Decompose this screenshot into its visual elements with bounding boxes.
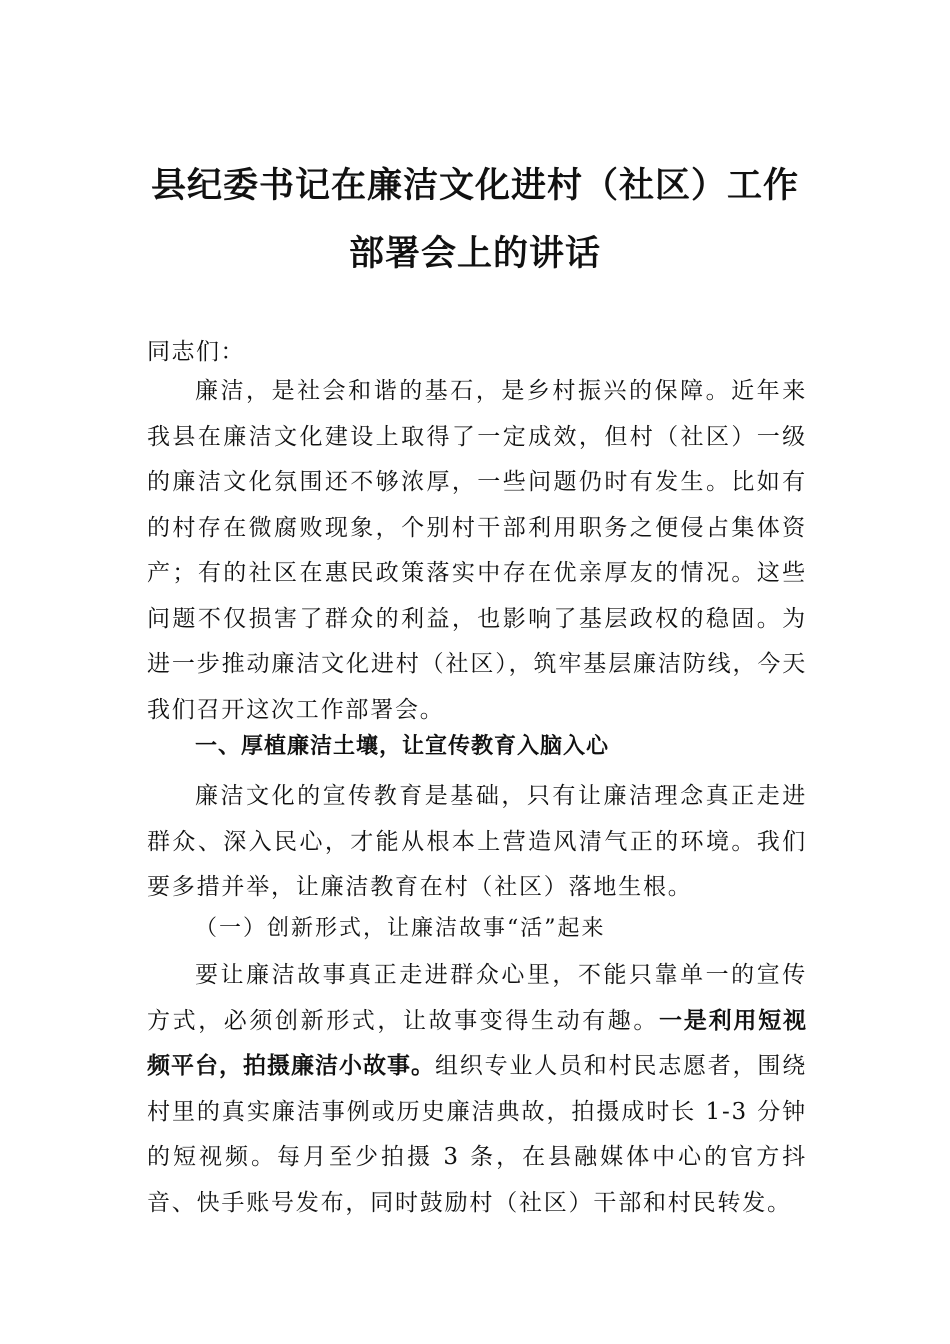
paragraph-subsection-1 (147, 953, 807, 1226)
document-title-line1: 县纪委书记在廉洁文化进村（社区）工作 (150, 165, 799, 206)
document-title-line2: 部署会上的讲话 (348, 233, 601, 274)
emphasis-text: 一是利用短视频平台，拍摄廉洁小故事。 (147, 1007, 808, 1079)
paragraph-section-1: 廉洁文化的宣传教育是基础，只有让廉洁理念真正走进群众、深入民心，才能从根本上营造风清气正的环境。我们要多措并举，让廉洁教育在村（社区）落地生根。 (147, 783, 807, 900)
paragraph-text-end: 组织专业人员和村民志愿者，围绕村里的真实廉洁事例或历史廉洁典故，拍摄成时长 1-3 分钟的短视频。每月至少拍摄 3 条，在县融媒体中心的官方抖音、快手账号发布，同时鼓励村（社区）干部和村民转发。 (147, 1053, 807, 1216)
paragraph-intro: 廉洁，是社会和谐的基石，是乡村振兴的保障。近年来我县在廉洁文化建设上取得了一定成效，但村（社区）一级的廉洁文化氛围还不够浓厚，一些问题仍时有发生。比如有的村存在微腐败现象，个别村干部利用职务之便侵占集体资产；有的社区在惠民政策落实中存在优亲厚友的情况。这些问题不仅损害了群众的利益，也影响了基层政权的稳固。为进一步推动廉洁文化进村（社区），筑牢基层廉洁防线，今天我们召开这次工作部署会。 (147, 378, 807, 723)
paragraph-text-start: 要让廉洁故事真正走进群众心里，不能只靠单一的宣传方式，必须创新形式，让故事变得生动有趣。 (147, 962, 807, 1034)
subsection-heading-1: （一）创新形式，让廉洁故事“活”起来 (195, 916, 606, 941)
greeting: 同志们： (147, 339, 245, 365)
section-heading-1: 一、厚植廉洁土壤，让宣传教育入脑入心 (195, 734, 610, 759)
